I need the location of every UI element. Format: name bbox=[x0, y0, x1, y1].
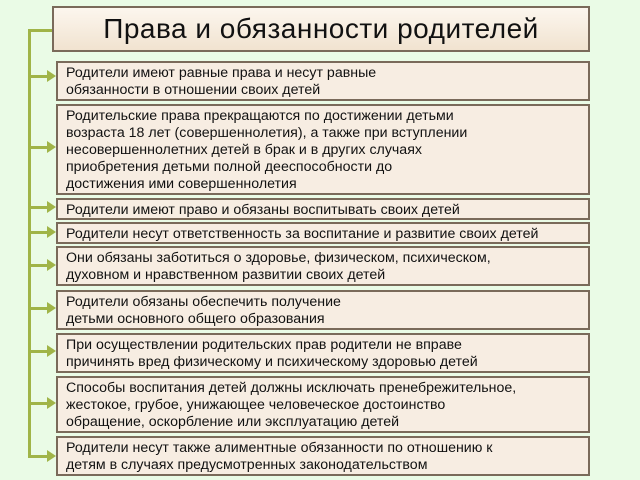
item-box-5: Они обязаны заботиться о здоровье, физическом, психическом, духовном и нравственном развитии своих детей bbox=[56, 246, 590, 286]
arrow-connector bbox=[30, 231, 48, 234]
item-box-2: Родительские права прекращаются по достижении детьми возраста 18 лет (совершеннолетия), а также при вступлении несовершеннолетних детей в брак и в других случаях приобретения детьми полной дееспособности до достижения ими совершеннолетия bbox=[56, 104, 590, 195]
arrow-connector bbox=[30, 75, 48, 78]
arrow-connector bbox=[30, 146, 48, 149]
arrow-connector bbox=[30, 402, 48, 405]
item-box-3: Родители имеют право и обязаны воспитывать своих детей bbox=[56, 198, 590, 220]
diagram-title: Права и обязанности родителей bbox=[52, 6, 590, 52]
title-connector bbox=[28, 29, 52, 32]
item-box-6: Родители обязаны обеспечить получение детьми основного общего образования bbox=[56, 290, 590, 330]
item-box-1: Родители имеют равные права и несут равные обязанности в отношении своих детей bbox=[56, 61, 590, 101]
arrow-connector bbox=[30, 206, 48, 209]
item-box-7: При осуществлении родительских прав родители не вправе причинять вред физическому и психическому здоровью детей bbox=[56, 333, 590, 373]
arrow-connector bbox=[30, 350, 48, 353]
connector-spine bbox=[28, 30, 31, 458]
arrow-connector bbox=[30, 455, 48, 458]
arrow-connector bbox=[30, 264, 48, 267]
item-box-8: Способы воспитания детей должны исключать пренебрежительное, жестокое, грубое, унижающее человеческое достоинство обращение, оскорбление или эксплуатацию детей bbox=[56, 376, 590, 433]
arrow-connector bbox=[30, 307, 48, 310]
item-box-9: Родители несут также алиментные обязанности по отношению к детям в случаях предусмотренных законодательством bbox=[56, 436, 590, 476]
item-box-4: Родители несут ответственность за воспитание и развитие своих детей bbox=[56, 222, 590, 244]
